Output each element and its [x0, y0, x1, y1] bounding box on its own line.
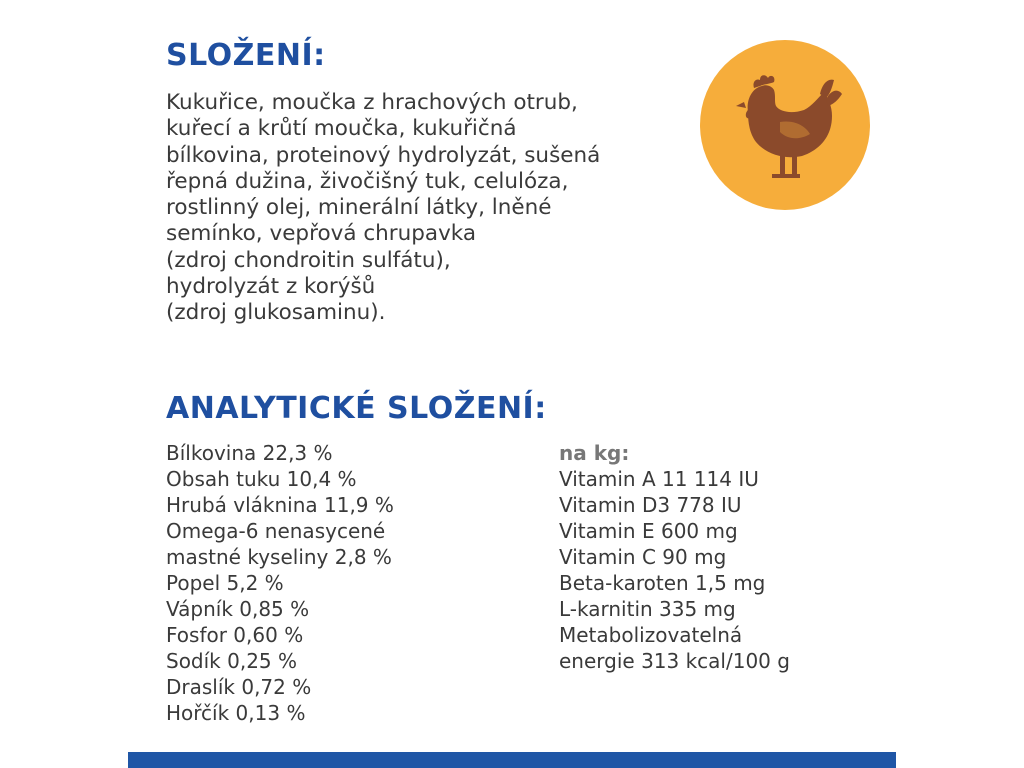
ingredient-line: semínko, vepřová chrupavka	[166, 221, 477, 247]
analysis-nutrients-list	[166, 440, 394, 726]
nutrient-line: Hrubá vláknina 11,9 %	[166, 493, 394, 517]
per-kg-label: na kg:	[559, 441, 630, 465]
ingredient-line: rostlinný olej, minerální látky, lněné	[166, 195, 552, 221]
ingredient-line: kuřecí a krůtí moučka, kukuřičná	[166, 116, 517, 142]
vitamin-line: Beta-karoten 1,5 mg	[559, 571, 766, 595]
vitamin-line: Vitamin E 600 mg	[559, 519, 738, 543]
vitamin-line: Vitamin A 11 114 IU	[559, 467, 759, 491]
nutrient-line: Bílkovina 22,3 %	[166, 441, 333, 465]
nutrient-line: Hořčík 0,13 %	[166, 701, 306, 725]
ingredient-line: bílkovina, proteinový hydrolyzát, sušená	[166, 142, 601, 168]
ingredient-line: (zdroj chondroitin sulfátu),	[166, 247, 451, 273]
nutrient-line: Obsah tuku 10,4 %	[166, 467, 357, 491]
chicken-icon	[700, 40, 870, 210]
nutrient-line: Vápník 0,85 %	[166, 597, 310, 621]
vitamin-line: Vitamin C 90 mg	[559, 545, 727, 569]
vitamin-line: Metabolizovatelná	[559, 623, 743, 647]
vitamin-line: L-karnitin 335 mg	[559, 597, 736, 621]
nutrient-line: Omega-6 nenasycené	[166, 519, 386, 543]
bottom-bar	[128, 752, 896, 768]
nutrient-line: Fosfor 0,60 %	[166, 623, 304, 647]
ingredient-line: hydrolyzát z korýšů	[166, 274, 376, 300]
vitamin-line: Vitamin D3 778 IU	[559, 493, 742, 517]
ingredient-line: řepná dužina, živočišný tuk, celulóza,	[166, 168, 569, 194]
nutrient-line: mastné kyseliny 2,8 %	[166, 545, 392, 569]
chicken-badge	[700, 40, 870, 210]
analysis-vitamins-list	[559, 466, 790, 674]
nutrient-line: Popel 5,2 %	[166, 571, 284, 595]
analysis-title: ANALYTICKÉ SLOŽENÍ:	[166, 391, 547, 426]
vitamin-line: energie 313 kcal/100 g	[559, 649, 790, 673]
nutrient-line: Sodík 0,25 %	[166, 649, 298, 673]
ingredients-list	[166, 90, 600, 327]
ingredient-line: Kukuřice, moučka z hrachových otrub,	[166, 90, 578, 115]
nutrient-line: Draslík 0,72 %	[166, 675, 312, 699]
composition-title: SLOŽENÍ:	[166, 38, 326, 73]
ingredient-line: (zdroj glukosaminu).	[166, 300, 386, 326]
